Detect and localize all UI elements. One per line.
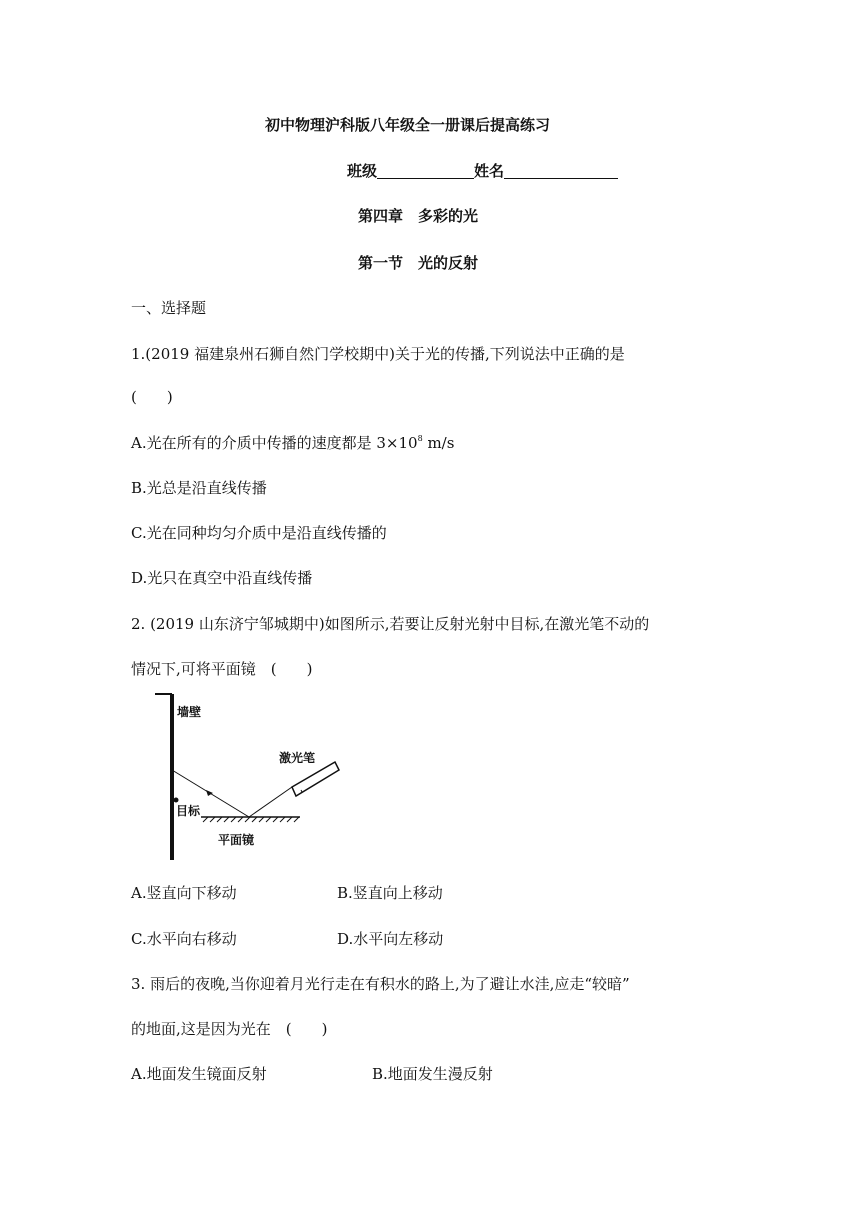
- reflected-ray-arrow-icon: [206, 790, 213, 796]
- question-3-stem-line-2: 的地面,这是因为光在 ( ): [131, 1020, 328, 1038]
- question-2-option-d: D.水平向左移动: [337, 930, 444, 948]
- question-2-option-b: B.竖直向上移动: [337, 884, 443, 902]
- name-label: 姓名: [474, 162, 505, 180]
- option-a-text-prefix: A.光在所有的介质中传播的速度都是 3×10: [131, 434, 418, 452]
- question-3-options-row-1: [131, 1067, 551, 1082]
- question-section-title: 一、选择题: [131, 299, 207, 317]
- question-1-option-a: [131, 436, 454, 451]
- chapter-title: 第四章 多彩的光: [358, 207, 479, 225]
- target-dot-icon: [174, 798, 179, 803]
- reflection-diagram-svg: [155, 690, 360, 862]
- question-2-option-a: A.竖直向下移动: [131, 884, 237, 902]
- question-1-stem-line-2: ( ): [131, 388, 173, 406]
- option-a-text-suffix: m/s: [422, 434, 455, 452]
- question-1-option-c: C.光在同种均匀介质中是沿直线传播的: [131, 524, 387, 542]
- question-3-stem-line-1: 3. 雨后的夜晚,当你迎着月光行走在有积水的路上,为了避让水洼,应走“较暗”: [131, 975, 630, 993]
- question-3-option-a: A.地面发生镜面反射: [131, 1065, 267, 1083]
- student-info-row: [347, 163, 618, 179]
- question-1-stem-line-1: 1.(2019 福建泉州石狮自然门学校期中)关于光的传播,下列说法中正确的是: [131, 345, 625, 363]
- laser-pen-label: 激光笔: [279, 751, 316, 765]
- wall-label: 墙壁: [177, 705, 202, 719]
- question-2-options-row-2: [131, 932, 531, 947]
- laser-pen-icon: [292, 762, 339, 796]
- question-3-option-b: B.地面发生漫反射: [372, 1065, 493, 1083]
- class-label: 班级: [347, 162, 378, 180]
- incident-ray: [249, 787, 292, 817]
- question-2-stem-line-1: 2. (2019 山东济宁邹城期中)如图所示,若要让反射光射中目标,在激光笔不动的: [131, 615, 650, 633]
- class-blank[interactable]: [377, 163, 474, 179]
- name-blank[interactable]: [504, 163, 618, 179]
- target-label: 目标: [176, 804, 201, 818]
- question-1-option-d: D.光只在真空中沿直线传播: [131, 569, 313, 587]
- section-title: 第一节 光的反射: [358, 254, 479, 272]
- question-2-stem-line-2: 情况下,可将平面镜 ( ): [131, 660, 313, 678]
- reflection-diagram: [155, 690, 360, 862]
- option-a-exponent: 8: [417, 434, 423, 443]
- worksheet-title: 初中物理沪科版八年级全一册课后提高练习: [265, 116, 551, 134]
- plane-mirror-label: 平面镜: [218, 833, 255, 847]
- question-1-option-b: B.光总是沿直线传播: [131, 479, 267, 497]
- question-2-options-row-1: [131, 886, 531, 901]
- question-2-option-c: C.水平向右移动: [131, 930, 237, 948]
